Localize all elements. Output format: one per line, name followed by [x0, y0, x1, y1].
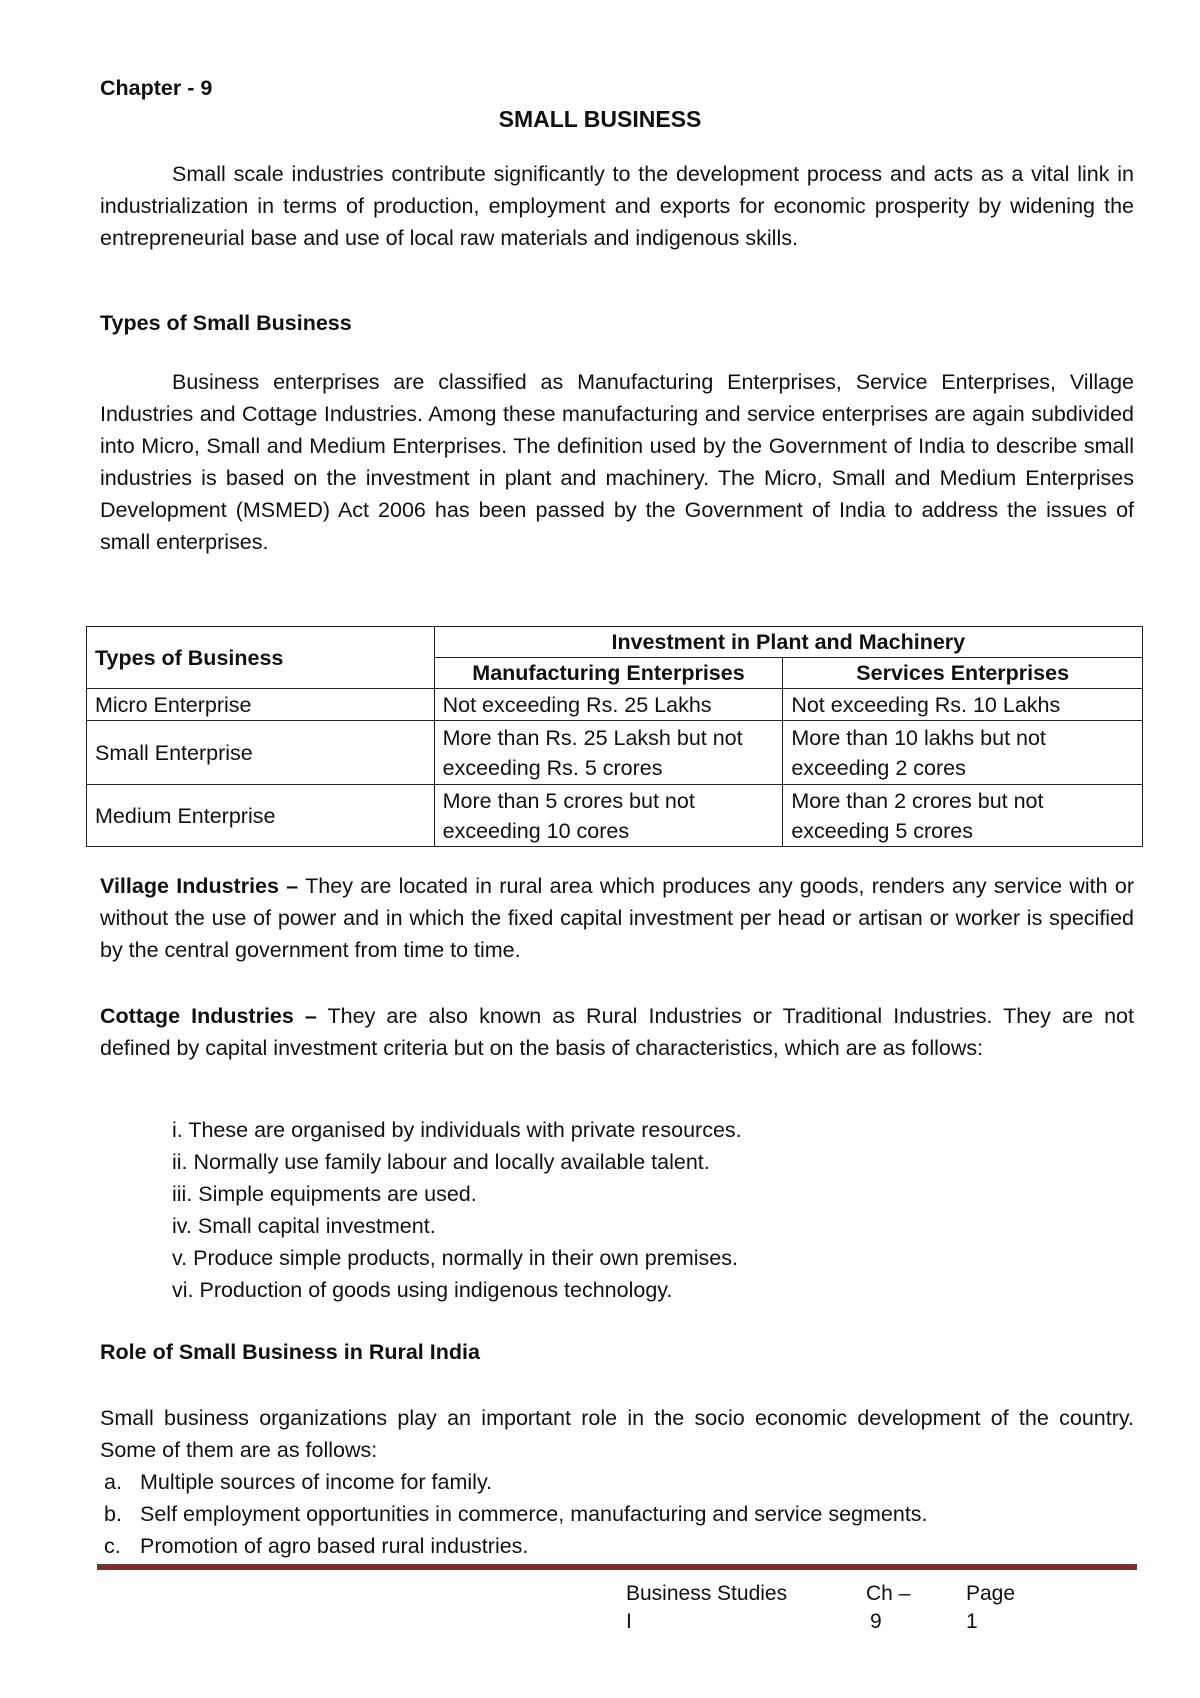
table-cell-manufacturing: More than 5 crores but not exceeding 10 cores	[434, 785, 783, 847]
cottage-characteristics-list	[172, 1114, 742, 1306]
table-cell-type: Medium Enterprise	[87, 785, 435, 847]
table-cell-manufacturing: Not exceeding Rs. 25 Lakhs	[434, 689, 783, 721]
chapter-label: Chapter - 9	[100, 76, 213, 100]
village-industries-text: They are located in rural area which produces any goods, renders any service with or without the use of power and in which the fixed capital investment per head or artisan or worker is specified by the central government from time to time.	[100, 874, 1134, 962]
list-item: v. Produce simple products, normally in their own premises.	[172, 1246, 738, 1270]
footer-subject: Business Studies	[626, 1582, 788, 1605]
types-heading: Types of Small Business	[100, 311, 352, 335]
list-item: i. These are organised by individuals with private resources.	[172, 1118, 742, 1142]
table-cell-manufacturing: More than Rs. 25 Laksh but not exceeding Rs. 5 crores	[434, 721, 783, 785]
intro-paragraph: Small scale industries contribute significantly to the development process and acts as a vital link in industrialization in terms of production, employment and exports for economic prosperity by widening the entrepreneurial base and use of local raw materials and indigenous skills.	[100, 162, 1134, 250]
table-header-type: Types of Business	[87, 627, 435, 689]
list-marker: c.	[104, 1534, 121, 1558]
table-cell-services: More than 10 lakhs but not exceeding 2 cores	[783, 721, 1143, 785]
types-paragraph: Business enterprises are classified as Manufacturing Enterprises, Service Enterprises, Village Industries and Cottage Industries. Among these manufacturing and service enterprises are again subdivided into Micro, Small and Medium Enterprises. The definition used by the Government of India to describe small industries is based on the investment in plant and machinery. The Micro, Small and Medium Enterprises Development (MSMED) Act 2006 has been passed by the Government of India to address the issues of small enterprises.	[100, 370, 1134, 554]
list-item	[104, 1466, 928, 1498]
table-row	[87, 689, 1143, 721]
list-item	[104, 1530, 928, 1562]
list-item	[104, 1498, 928, 1530]
footer-chapter-number: 9	[870, 1610, 882, 1633]
cottage-industries-text: They are also known as Rural Industries or Traditional Industries. They are not defined by capital investment criteria but on the basis of characteristics, which are as follows:	[100, 1004, 1134, 1060]
table-row	[87, 721, 1143, 785]
cottage-industries-paragraph	[100, 1000, 1134, 1064]
table-header-services: Services Enterprises	[783, 658, 1143, 689]
table-header-manufacturing: Manufacturing Enterprises	[434, 658, 783, 689]
table-row	[87, 785, 1143, 847]
table-cell-services: Not exceeding Rs. 10 Lakhs	[783, 689, 1143, 721]
list-item: iv. Small capital investment.	[172, 1214, 436, 1238]
list-item: vi. Production of goods using indigenous technology.	[172, 1278, 673, 1302]
table-header-investment: Investment in Plant and Machinery	[434, 627, 1142, 658]
investment-table	[86, 626, 1143, 847]
list-item-text: Self employment opportunities in commerce, manufacturing and service segments.	[140, 1502, 928, 1526]
list-item-text: Multiple sources of income for family.	[140, 1470, 493, 1494]
list-item: ii. Normally use family labour and locally available talent.	[172, 1150, 710, 1174]
village-industries-paragraph	[100, 870, 1134, 966]
list-marker: b.	[104, 1502, 122, 1526]
list-marker: a.	[104, 1470, 122, 1494]
role-list	[104, 1466, 928, 1562]
table-cell-type: Small Enterprise	[87, 721, 435, 785]
cottage-industries-label: Cottage Industries –	[100, 1004, 317, 1028]
list-item: iii. Simple equipments are used.	[172, 1182, 477, 1206]
table-cell-type: Micro Enterprise	[87, 689, 435, 721]
role-paragraph: Small business organizations play an important role in the socio economic development of the country. Some of them are as follows:	[100, 1406, 1134, 1462]
footer-subject-suffix: I	[626, 1610, 632, 1633]
footer-chapter-label: Ch –	[866, 1582, 911, 1605]
role-heading: Role of Small Business in Rural India	[100, 1340, 480, 1364]
footer-divider	[97, 1564, 1137, 1570]
village-industries-label: Village Industries –	[100, 874, 299, 898]
table-cell-services: More than 2 crores but not exceeding 5 crores	[783, 785, 1143, 847]
list-item-text: Promotion of agro based rural industries.	[140, 1534, 529, 1558]
page-title: SMALL BUSINESS	[498, 106, 702, 132]
footer-page-number: 1	[966, 1610, 978, 1633]
footer-page-label: Page	[966, 1582, 1016, 1605]
